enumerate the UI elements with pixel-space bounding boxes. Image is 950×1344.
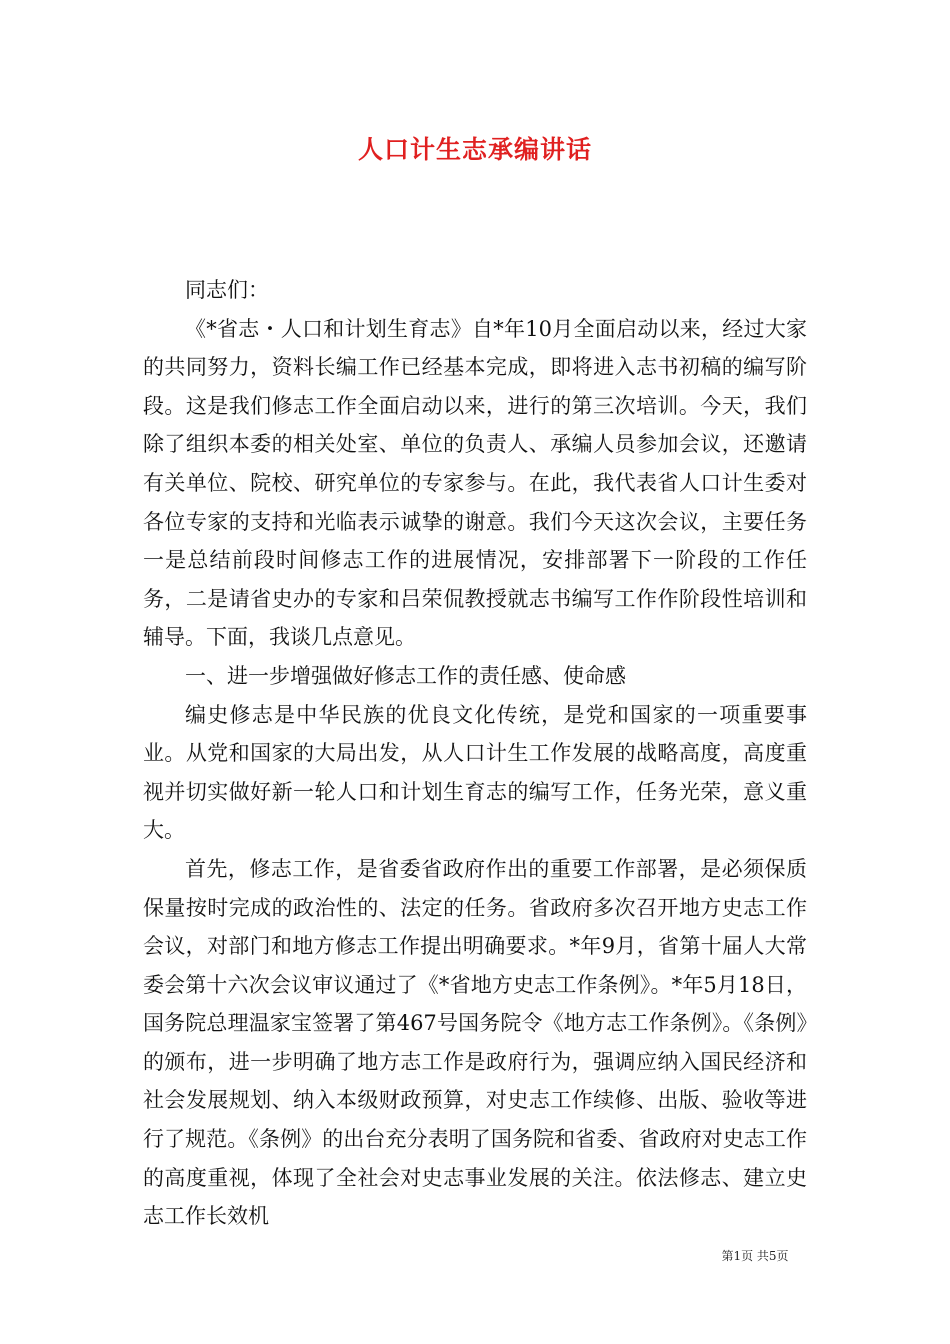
body-paragraph: 首先，修志工作，是省委省政府作出的重要工作部署，是必须保质保量按时完成的政治性的、法定的任务。省政府多次召开地方史志工作会议，对部门和地方修志工作提出明确要求。*年9月，省第十届人大常委会第十六次会议审议通过了《*省地方史志工作条例》。*年5月18日，国务院总理温家宝签署了第467号国务院令《地方志工作条例》。《条例》的颁布，进一步明确了地方志工作是政府行为，强调应纳入国民经济和社会发展规划、纳入本级财政预算，对史志工作续修、出版、验收等进行了规范。《条例》的出台充分表明了国务院和省委、省政府对史志工作的高度重视，体现了全社会对史志事业发展的关注。依法修志、建立史志工作长效机 — [143, 856, 807, 1229]
document-title: 人口计生志承编讲话 — [357, 135, 592, 164]
page-number: 第1页 共5页 — [721, 1249, 789, 1263]
body-paragraph: 《*省志・人口和计划生育志》自*年10月全面启动以来，经过大家的共同努力，资料长编工作已经基本完成，即将进入志书初稿的编写阶段。这是我们修志工作全面启动以来，进行的第三次培训。今天，我们除了组织本委的相关处室、单位的负责人、承编人员参加会议，还邀请有关单位、院校、研究单位的专家参与。在此，我代表省人口计生委对各位专家的支持和光临表示诚挚的谢意。我们今天这次会议，主要任务一是总结前段时间修志工作的进展情况，安排部署下一阶段的工作任务，二是请省史办的专家和吕荣侃教授就志书编写工作作阶段性培训和辅导。下面，我谈几点意见。 — [143, 316, 807, 650]
body-paragraph: 编史修志是中华民族的优良文化传统，是党和国家的一项重要事业。从党和国家的大局出发，从人口计生工作发展的战略高度，高度重视并切实做好新一轮人口和计划生育志的编写工作，任务光荣，意义重大。 — [143, 702, 807, 843]
section-heading: 一、进一步增强做好修志工作的责任感、使命感 — [185, 663, 626, 688]
salutation-paragraph: 同志们： — [185, 278, 269, 302]
document-body — [143, 271, 807, 1236]
